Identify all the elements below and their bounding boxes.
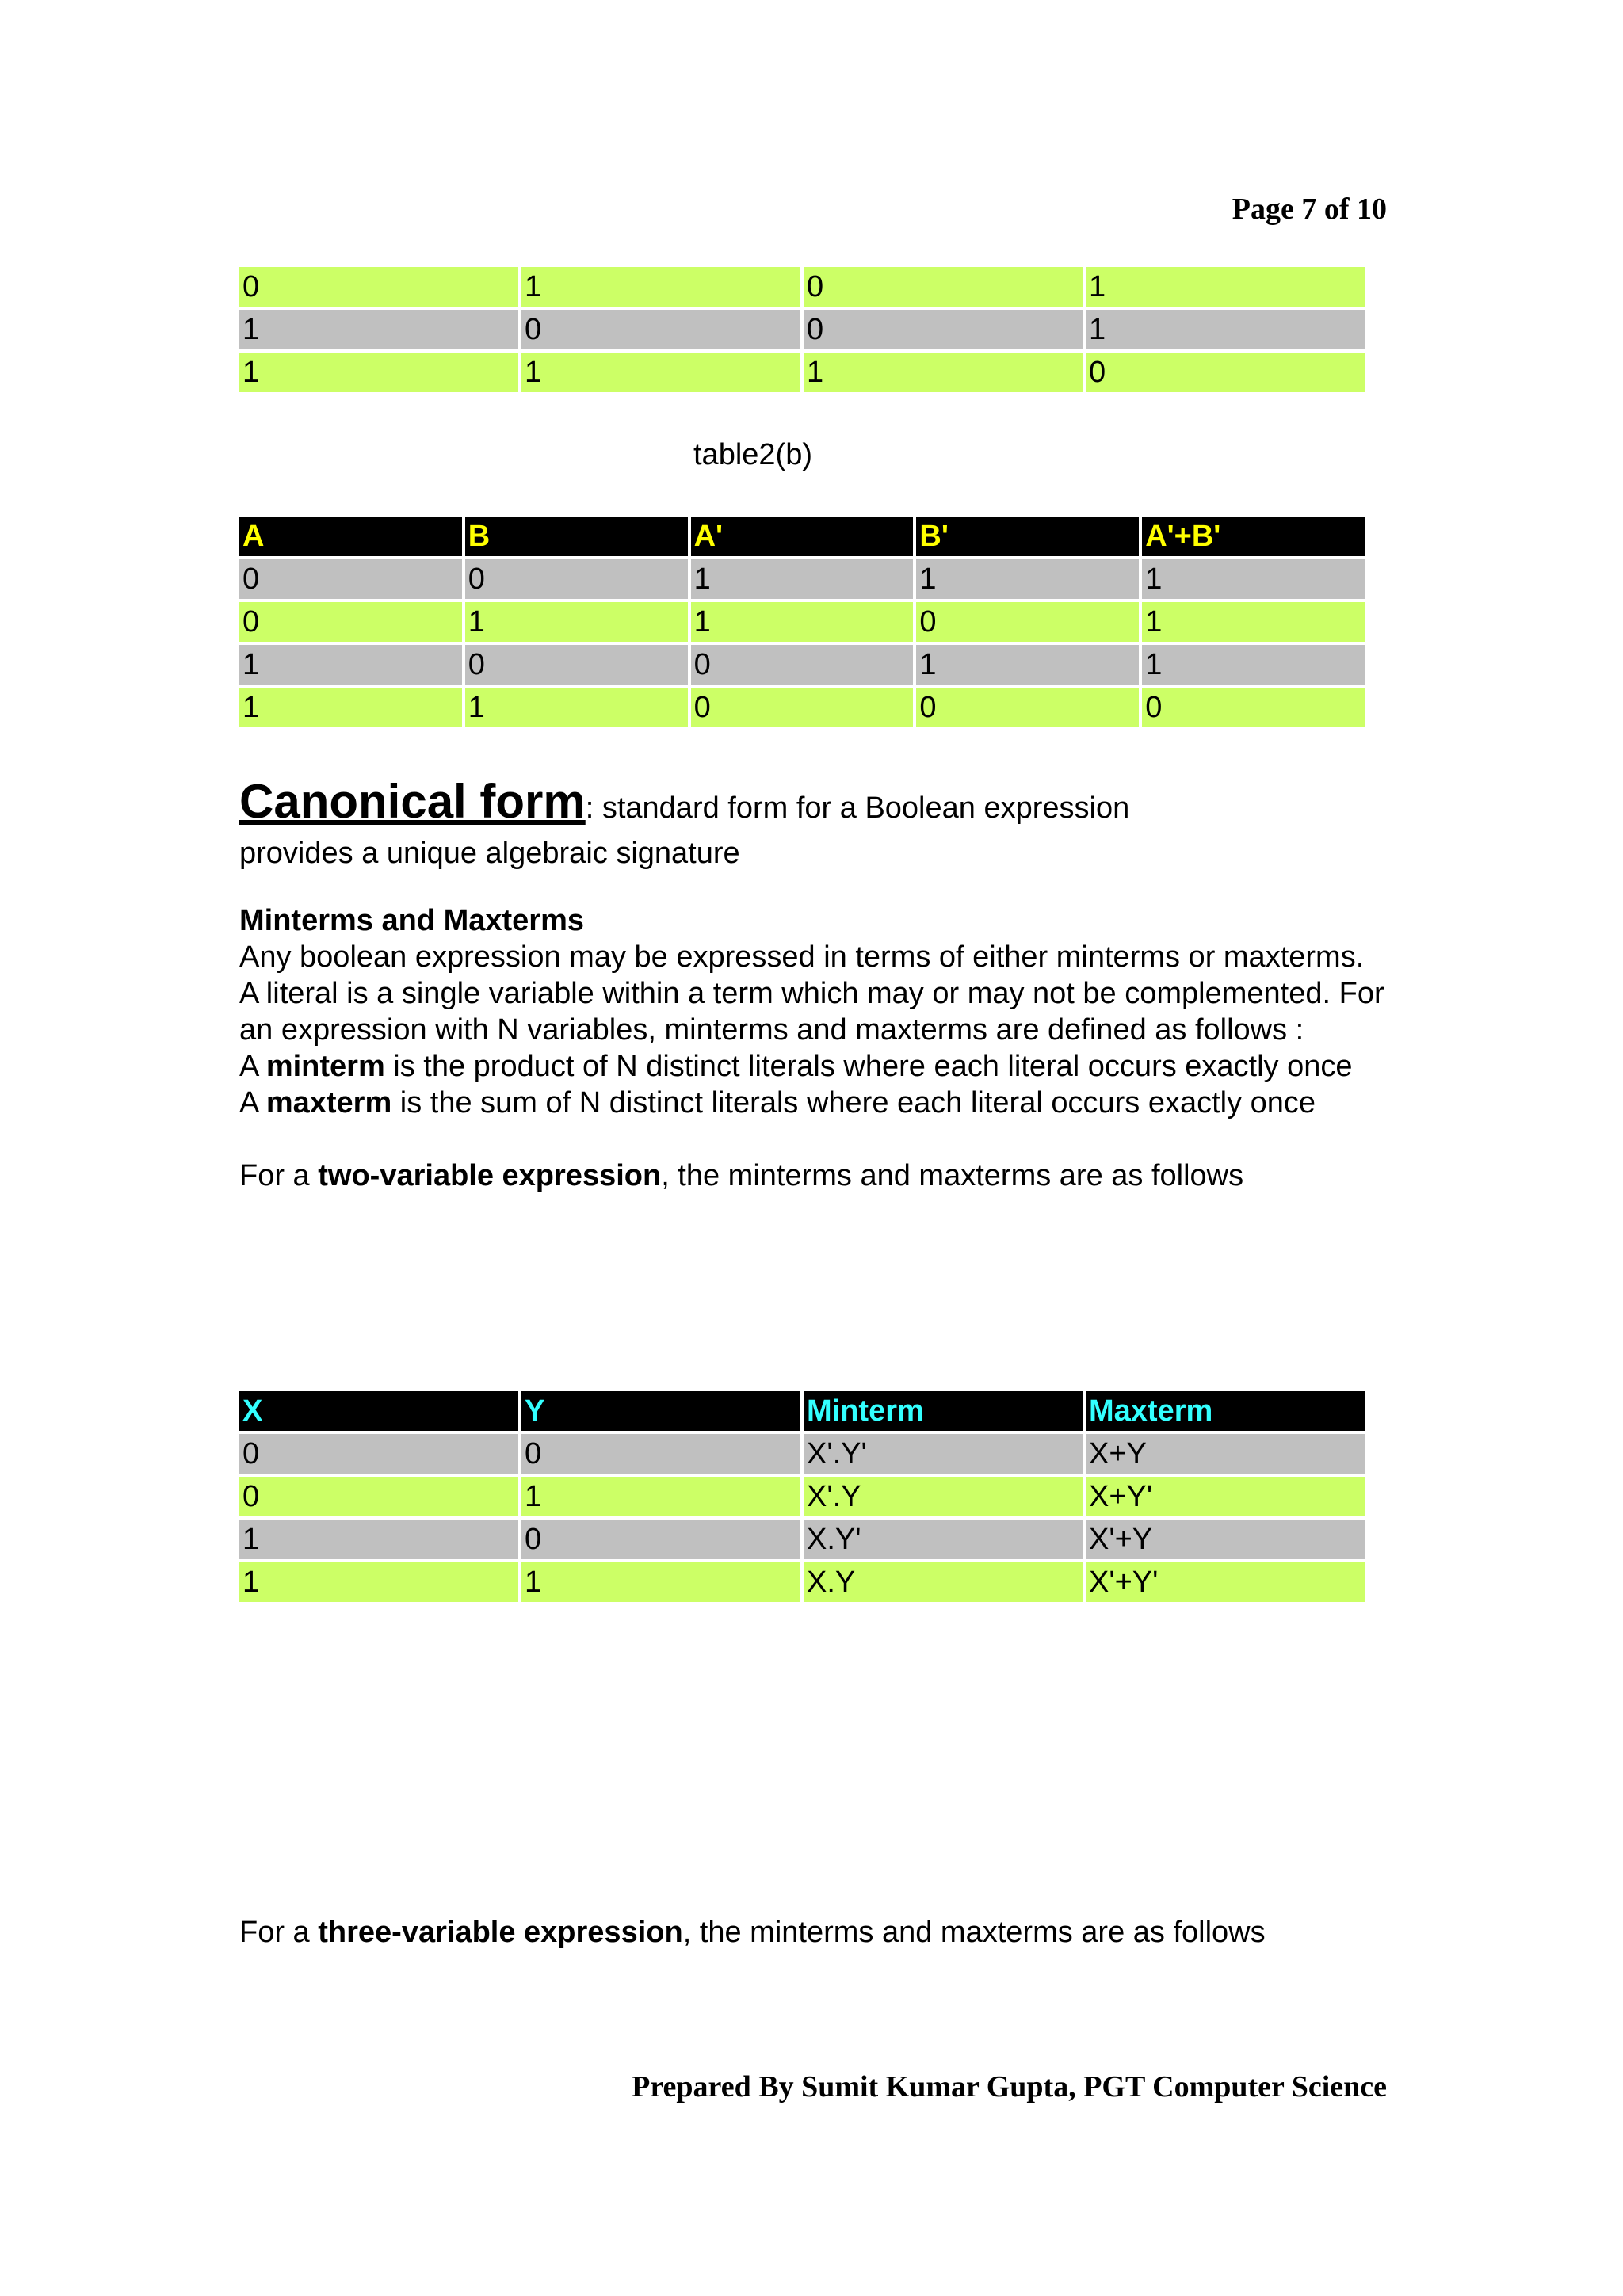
minmax-para2: A literal is a single variable within a term which may or may not be complemented. For an expression with N variables, minterms and maxterms are defined as follows : xyxy=(239,977,1384,1047)
three-variable-intro xyxy=(239,1914,1396,1951)
table-cell: 0 xyxy=(804,267,1083,307)
table-cell: 0 xyxy=(521,1520,800,1559)
table-row xyxy=(239,559,1365,599)
text: A xyxy=(239,1086,266,1119)
table-cell: 0 xyxy=(691,645,914,685)
minmax-para1: Any boolean expression may be expressed in terms of either minterms or maxterms. xyxy=(239,940,1365,974)
table-cell: 1 xyxy=(1086,267,1365,307)
table-cell: 1 xyxy=(916,559,1139,599)
table-cell: 1 xyxy=(465,602,688,642)
minterms-maxterms-section xyxy=(239,902,1396,1194)
text: A xyxy=(239,1050,266,1083)
table-cell: 1 xyxy=(239,645,462,685)
table-cell: 1 xyxy=(691,559,914,599)
minterm-definition xyxy=(239,1048,1396,1085)
text: For a xyxy=(239,1159,319,1192)
table-cell: X'.Y' xyxy=(804,1434,1083,1474)
table-cell: 1 xyxy=(1142,602,1365,642)
table-cell: 0 xyxy=(465,645,688,685)
column-header: B' xyxy=(916,517,1139,556)
canonical-form-section xyxy=(239,775,1396,871)
maxterm-definition xyxy=(239,1085,1396,1121)
two-variable-intro xyxy=(239,1158,1396,1194)
table-cell: 1 xyxy=(239,310,518,349)
table-caption: table2(b) xyxy=(693,438,812,471)
table-cell: 1 xyxy=(521,353,800,392)
table-cell: 1 xyxy=(804,353,1083,392)
table-cell: 1 xyxy=(1086,310,1365,349)
table-cell: X+Y xyxy=(1086,1434,1365,1474)
table-cell: X'+Y' xyxy=(1086,1562,1365,1602)
table-cell: 0 xyxy=(916,602,1139,642)
column-header: A' xyxy=(691,517,914,556)
table-row xyxy=(239,688,1365,727)
truth-table-2b xyxy=(236,513,1368,730)
minterm-term: minterm xyxy=(265,1050,385,1083)
table-cell: 1 xyxy=(465,688,688,727)
column-header: X xyxy=(239,1391,518,1431)
table-cell: 0 xyxy=(239,1477,518,1516)
three-variable-section xyxy=(239,1914,1396,1951)
column-header: B xyxy=(465,517,688,556)
minmax-heading: Minterms and Maxterms xyxy=(239,904,585,937)
table-row xyxy=(239,645,1365,685)
table-row xyxy=(239,1434,1365,1474)
table-cell: X+Y' xyxy=(1086,1477,1365,1516)
table-cell: 1 xyxy=(521,267,800,307)
two-variable-term: two-variable expression xyxy=(318,1159,662,1192)
table-cell: 1 xyxy=(239,1562,518,1602)
table-row xyxy=(239,1477,1365,1516)
table-row xyxy=(239,602,1365,642)
column-header: Minterm xyxy=(804,1391,1083,1431)
table-cell: 0 xyxy=(916,688,1139,727)
table-cell: 0 xyxy=(1142,688,1365,727)
table-cell: X'.Y xyxy=(804,1477,1083,1516)
column-header: Maxterm xyxy=(1086,1391,1365,1431)
text: is the product of N distinct literals where each literal occurs exactly once xyxy=(384,1050,1353,1083)
table-row xyxy=(239,353,1365,392)
table-cell: 0 xyxy=(804,310,1083,349)
maxterm-term: maxterm xyxy=(265,1086,392,1119)
table-cell: 0 xyxy=(1086,353,1365,392)
table-cell: 0 xyxy=(465,559,688,599)
table-cell: 0 xyxy=(239,559,462,599)
canonical-heading-line xyxy=(239,775,1396,835)
minterm-maxterm-table xyxy=(236,1388,1368,1605)
table-header-row xyxy=(239,1391,1365,1431)
table-cell: X.Y' xyxy=(804,1520,1083,1559)
table-row xyxy=(239,1562,1365,1602)
table-cell: 0 xyxy=(239,267,518,307)
table-cell: 0 xyxy=(239,602,462,642)
table-row xyxy=(239,310,1365,349)
table-cell: X.Y xyxy=(804,1562,1083,1602)
table-cell: 1 xyxy=(521,1562,800,1602)
table-row xyxy=(239,267,1365,307)
table-row xyxy=(239,1520,1365,1559)
table-cell: 1 xyxy=(239,688,462,727)
text: , the minterms and maxterms are as follows xyxy=(661,1159,1244,1192)
table-cell: X'+Y xyxy=(1086,1520,1365,1559)
table-cell: 1 xyxy=(239,1520,518,1559)
table-cell: 0 xyxy=(521,1434,800,1474)
text: , the minterms and maxterms are as follows xyxy=(682,1916,1266,1949)
table-cell: 0 xyxy=(521,310,800,349)
column-header: A'+B' xyxy=(1142,517,1365,556)
table-cell: 1 xyxy=(1142,645,1365,685)
page-number: Page 7 of 10 xyxy=(1232,193,1387,226)
three-variable-term: three-variable expression xyxy=(318,1916,683,1949)
table-cell: 0 xyxy=(239,1434,518,1474)
table-cell: 1 xyxy=(521,1477,800,1516)
footer-credit: Prepared By Sumit Kumar Gupta, PGT Computer Science xyxy=(632,2070,1387,2103)
truth-table-continued xyxy=(236,264,1368,395)
table-cell: 1 xyxy=(691,602,914,642)
column-header: Y xyxy=(521,1391,800,1431)
spacer xyxy=(239,1121,1396,1158)
canonical-heading: Canonical form xyxy=(239,775,586,828)
canonical-heading-rest: : standard form for a Boolean expression xyxy=(585,791,1130,825)
table-cell: 0 xyxy=(691,688,914,727)
canonical-description: provides a unique algebraic signature xyxy=(239,837,740,870)
table-cell: 1 xyxy=(239,353,518,392)
text: For a xyxy=(239,1916,319,1949)
text: is the sum of N distinct literals where each literal occurs exactly once xyxy=(391,1086,1316,1119)
table-cell: 1 xyxy=(916,645,1139,685)
table-header-row xyxy=(239,517,1365,556)
column-header: A xyxy=(239,517,462,556)
table-cell: 1 xyxy=(1142,559,1365,599)
